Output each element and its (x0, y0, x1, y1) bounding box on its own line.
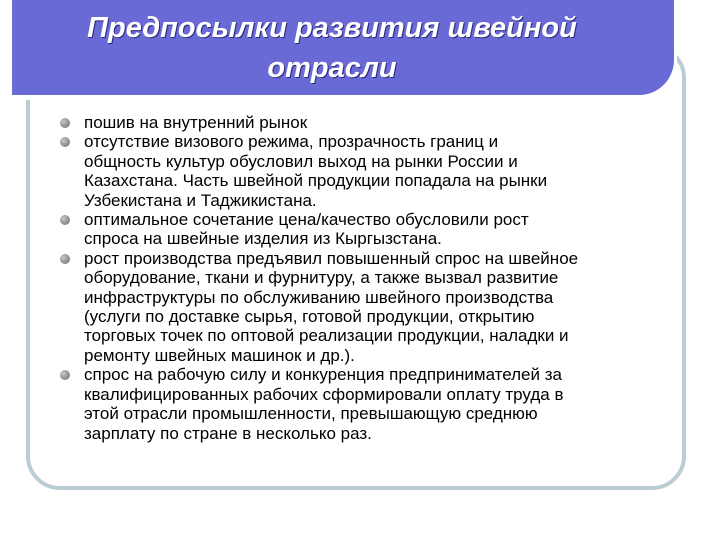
bullet-list (60, 113, 675, 443)
bullet-dot-icon (60, 118, 70, 128)
bullet-item (60, 132, 675, 210)
bullet-text-line: отсутствие визового режима, прозрачность границ и (84, 132, 499, 152)
bullet-text-line: этой отрасли промышленности, превышающую среднюю (84, 404, 538, 424)
bullet-text-line: рост производства предъявил повышенный спрос на швейное (84, 248, 579, 268)
bullet-text-line: оптимальное сочетание цена/качество обусловили рост (84, 210, 529, 230)
bullet-text-line: торговых точек по оптовой реализации продукции, наладки и (84, 326, 569, 346)
bullet-item (60, 113, 675, 132)
bullet-text-line: пошив на внутренний рынок (84, 113, 308, 132)
bullet-dot-icon (60, 137, 70, 147)
bullet-item (60, 365, 675, 443)
slide-title (12, 8, 652, 88)
bullet-text-line: оборудование, ткани и фурнитуру, а также вызвал развитие (84, 268, 559, 288)
bullet-text-line: общность культур обусловил выход на рынки России и (84, 151, 518, 171)
bullet-dot-icon (60, 370, 70, 380)
bullet-text-line: квалифицированных рабочих сформировали оплату труда в (84, 384, 564, 404)
bullet-dot-icon (60, 215, 70, 225)
bullet-dot-icon (60, 254, 70, 264)
slide-title-line-2: отрасли (267, 52, 397, 84)
bullet-text-line: ремонту швейных машинок и др.). (84, 345, 355, 365)
bullet-item (60, 210, 675, 249)
bullet-text-line: Казахстана. Часть швейной продукции попадала на рынки (84, 171, 548, 191)
bullet-item (60, 249, 675, 365)
bullet-text-line: спрос на рабочую силу и конкуренция предпринимателей за (84, 365, 562, 385)
bullet-text-line: (услуги по доставке сырья, готовой продукции, открытию (84, 307, 535, 327)
bullet-text-line: зарплату по стране в несколько раз. (84, 423, 372, 443)
slide-title-line-1: Предпосылки развития швейной (87, 12, 577, 44)
title-underline (12, 98, 632, 100)
bullet-text-line: Узбекистана и Таджикистана. (84, 190, 317, 210)
bullet-text-line: спроса на швейные изделия из Кыргызстана. (84, 229, 442, 249)
bullet-text-line: инфраструктуры по обслуживанию швейного производства (84, 287, 554, 307)
